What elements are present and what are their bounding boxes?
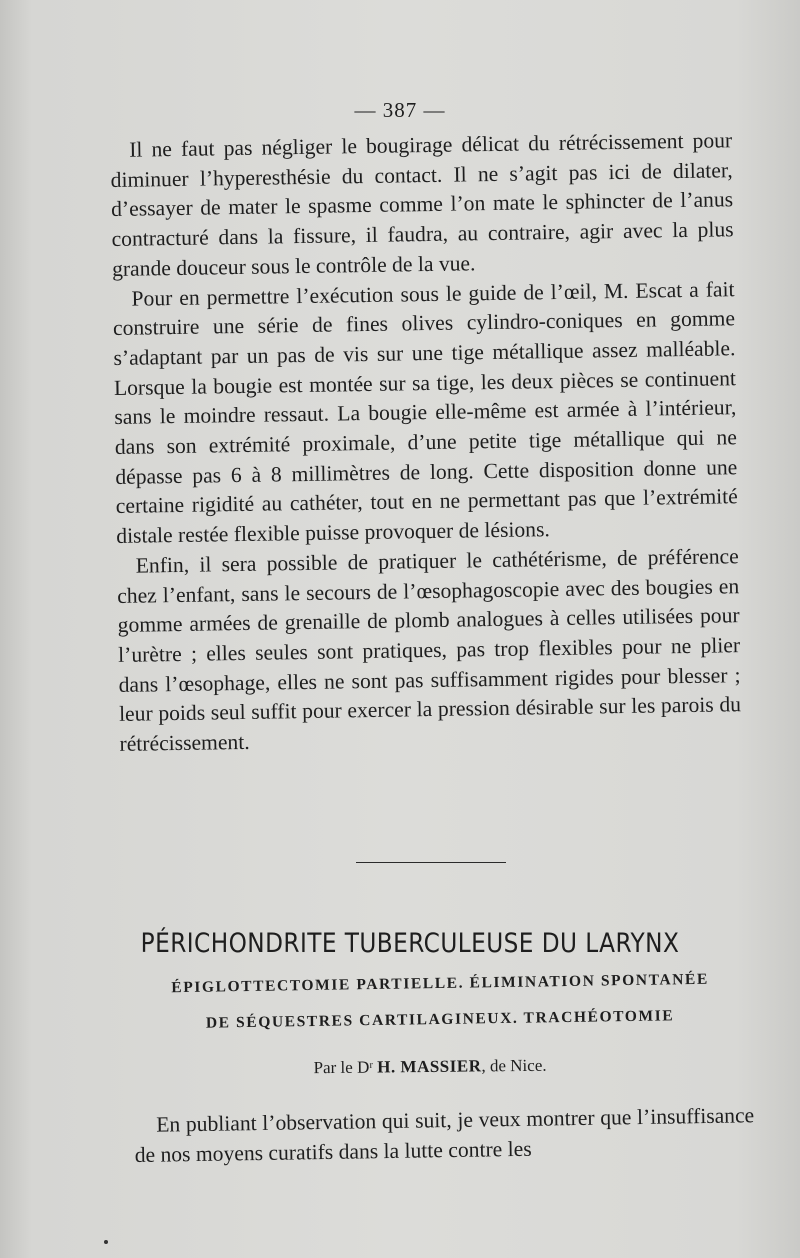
byline — [140, 1054, 720, 1080]
scan-speck — [104, 1240, 108, 1244]
article-subtitle-line-1: ÉPIGLOTTECTOMIE PARTIELLE. ÉLIMINATION SPONTANÉE — [171, 970, 710, 997]
body-text — [110, 126, 742, 759]
paragraph-3: Enfin, il sera possible de pratiquer le cathétérisme, de préférence chez l’enfant, sans le secours de l’œsophagoscopie avec des bougies en gomme armées de grenaille de plomb analogues à celles utilisées pour l’urètre ; elles seules sont pratiques, pas trop flexibles pour ne plier dans l’œsophage, elles ne sont pas suffisamment rigides pour blesser ; leur poids seul suffit pour exercer la pression désirable sur les parois du rétrécissement. — [117, 544, 742, 756]
page-number: — 387 — — [354, 98, 446, 122]
article-subtitle-line-2: DE SÉQUESTRES CARTILAGINEUX. TRACHÉOTOMIE — [205, 1007, 675, 1032]
author-name: H. MASSIER — [377, 1056, 482, 1077]
paragraph-2: Pour en permettre l’exécution sous le guide de l’œil, M. Escat a fait construire une série de fines olives cylindro-coniques en gomme s’adaptant par un pas de vis sur une tige métallique assez malléable. Lorsque la bougie est montée sur sa tige, les deux pièces se continuent sans le moindre ressaut. La bougie elle-même est armée à l’intérieur, dans son extrémité proximale, d’une petite tige métallique qui ne dépasse pas 6 à 8 millimètres de long. Cette disposition donne une certaine rigidité au cathéter, tout en ne permettant pas que l’extrémité distale restée flexible puisse provoquer de lésions. — [112, 276, 738, 549]
paragraph-1: Il ne faut pas négliger le bougirage délicat du rétrécissement pour diminuer l’hyperesthésie du contact. Il ne s’agit pas ici de dilater, d’essayer de mater le spasme comme l’on mate le sphincter de l’anus contracturé dans la fissure, il faudra, au contraire, agir avec la plus grande douceur sous le contrôle de la vue. — [110, 128, 734, 281]
article-intro — [134, 1100, 755, 1170]
article-title: PÉRICHONDRITE TUBERCULEUSE DU LARYNX — [140, 928, 680, 959]
section-divider — [356, 862, 506, 863]
byline-prefix: Par le Dʳ — [313, 1057, 374, 1078]
intro-paragraph: En publiant l’observation qui suit, je veux montrer que l’insuffisance de nos moyens curatifs dans la lutte contre les — [134, 1103, 755, 1167]
byline-suffix: , de Nice. — [481, 1055, 547, 1076]
